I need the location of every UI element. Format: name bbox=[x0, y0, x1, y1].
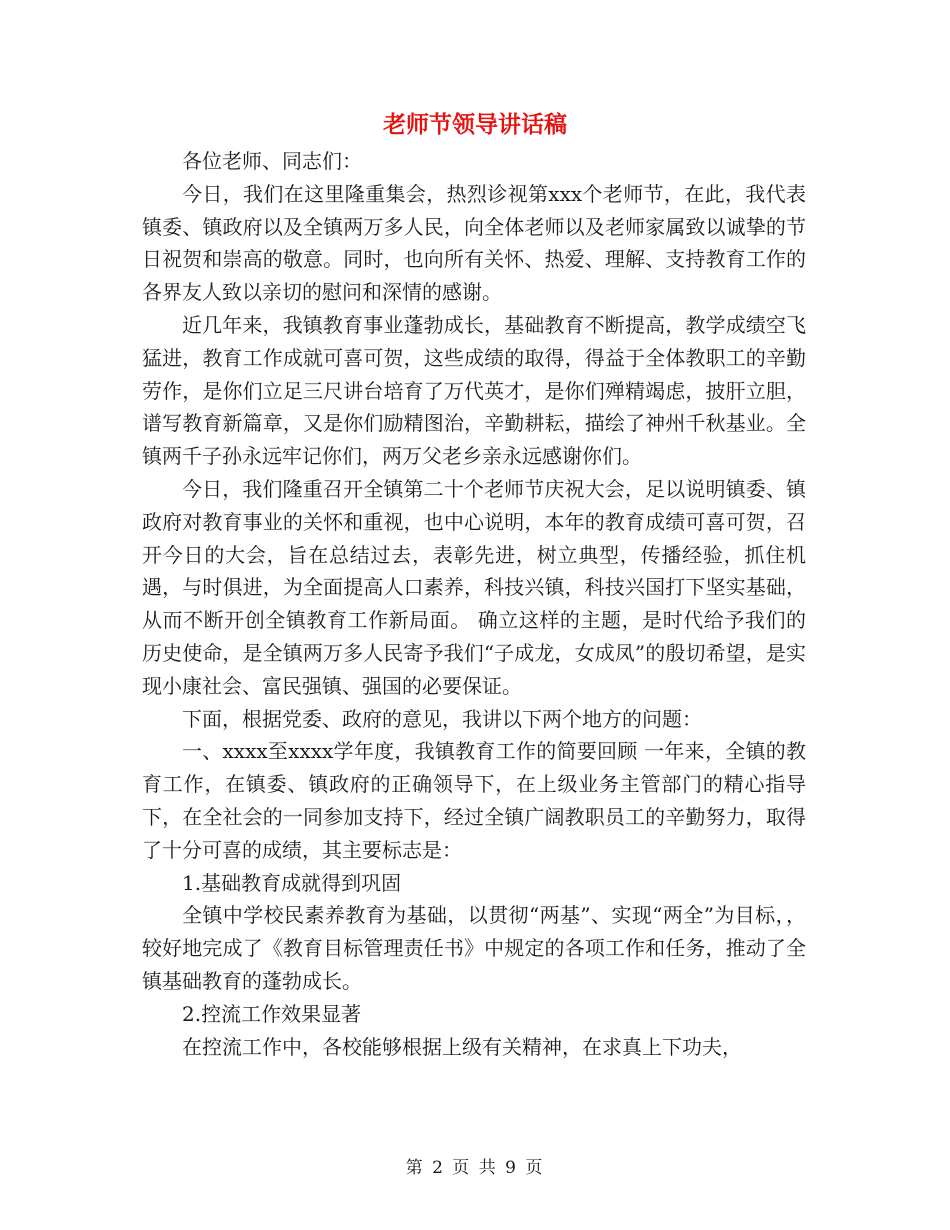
document-body bbox=[142, 145, 806, 1063]
salutation-paragraph: 各位老师、同志们： bbox=[182, 149, 362, 173]
body-paragraph: 在控流工作中，各校能够根据上级有关精神，在求真上下功夫， bbox=[182, 1034, 742, 1059]
document-title: 老师节领导讲话稿 bbox=[383, 112, 567, 138]
page-number-footer: 第 2 页 共 9 页 bbox=[405, 1158, 545, 1178]
body-paragraph: 近几年来，我镇教育事业蓬勃成长，基础教育不断提高，教学成绩空飞猛进，教育工作成就可喜可贺，这些成绩的取得，得益于全体教职工的辛勤劳作，是你们立足三尺讲台培育了万代英才，是你们殚精竭虑，披肝立胆，谱写教育新篇章，又是你们励精图治，辛勤耕耘，描绘了神州千秋基业。全镇两千子孙永远牢记你们，两万父老乡亲永远感谢你们。 bbox=[142, 312, 806, 469]
body-paragraph: 全镇中学校民素养教育为基础，以贯彻“两基”、实现“两全”为目标，，较好地完成了《教育目标管理责任书》中规定的各项工作和任务，推动了全镇基础教育的蓬勃成长。 bbox=[142, 903, 806, 993]
section-heading: 1.基础教育成就得到巩固 bbox=[182, 870, 402, 895]
body-paragraph: 下面，根据党委、政府的意见，我讲以下两个地方的问题： bbox=[182, 706, 702, 731]
section-heading: 2.控流工作效果显著 bbox=[182, 1001, 362, 1026]
body-paragraph: 一、xxxx至xxxx学年度，我镇教育工作的简要回顾 一年来，全镇的教育工作，在镇委、镇政府的正确领导下，在上级业务主管部门的精心指导下，在全社会的一同参加支持下，经过全镇广阔教职员工的辛勤努力，取得了十分可喜的成绩，其主要标志是： bbox=[142, 739, 806, 862]
body-paragraph: 今日，我们隆重召开全镇第二十个老师节庆祝大会，足以说明镇委、镇政府对教育事业的关怀和重视，也中心说明，本年的教育成绩可喜可贺，召开今日的大会，旨在总结过去，表彰先进，树立典型，传播经验，抓住机遇，与时俱进，为全面提高人口素养，科技兴镇，科技兴国打下坚实基础，从而不断开创全镇教育工作新局面。 确立这样的主题，是时代给予我们的历史使命，是全镇两万多人民寄予我们“子成龙，女成凤”的殷切希望，是实现小康社会、富民强镇、强国的必要保证。 bbox=[142, 476, 806, 698]
body-paragraph: 今日，我们在这里隆重集会，热烈诊视第xxx个老师节，在此，我代表镇委、镇政府以及全镇两万多人民，向全体老师以及老师家属致以诚挚的节日祝贺和崇高的敬意。同时，也向所有关怀、热爱、理解、支持教育工作的各界友人致以亲切的慰问和深情的感谢。 bbox=[142, 181, 806, 305]
